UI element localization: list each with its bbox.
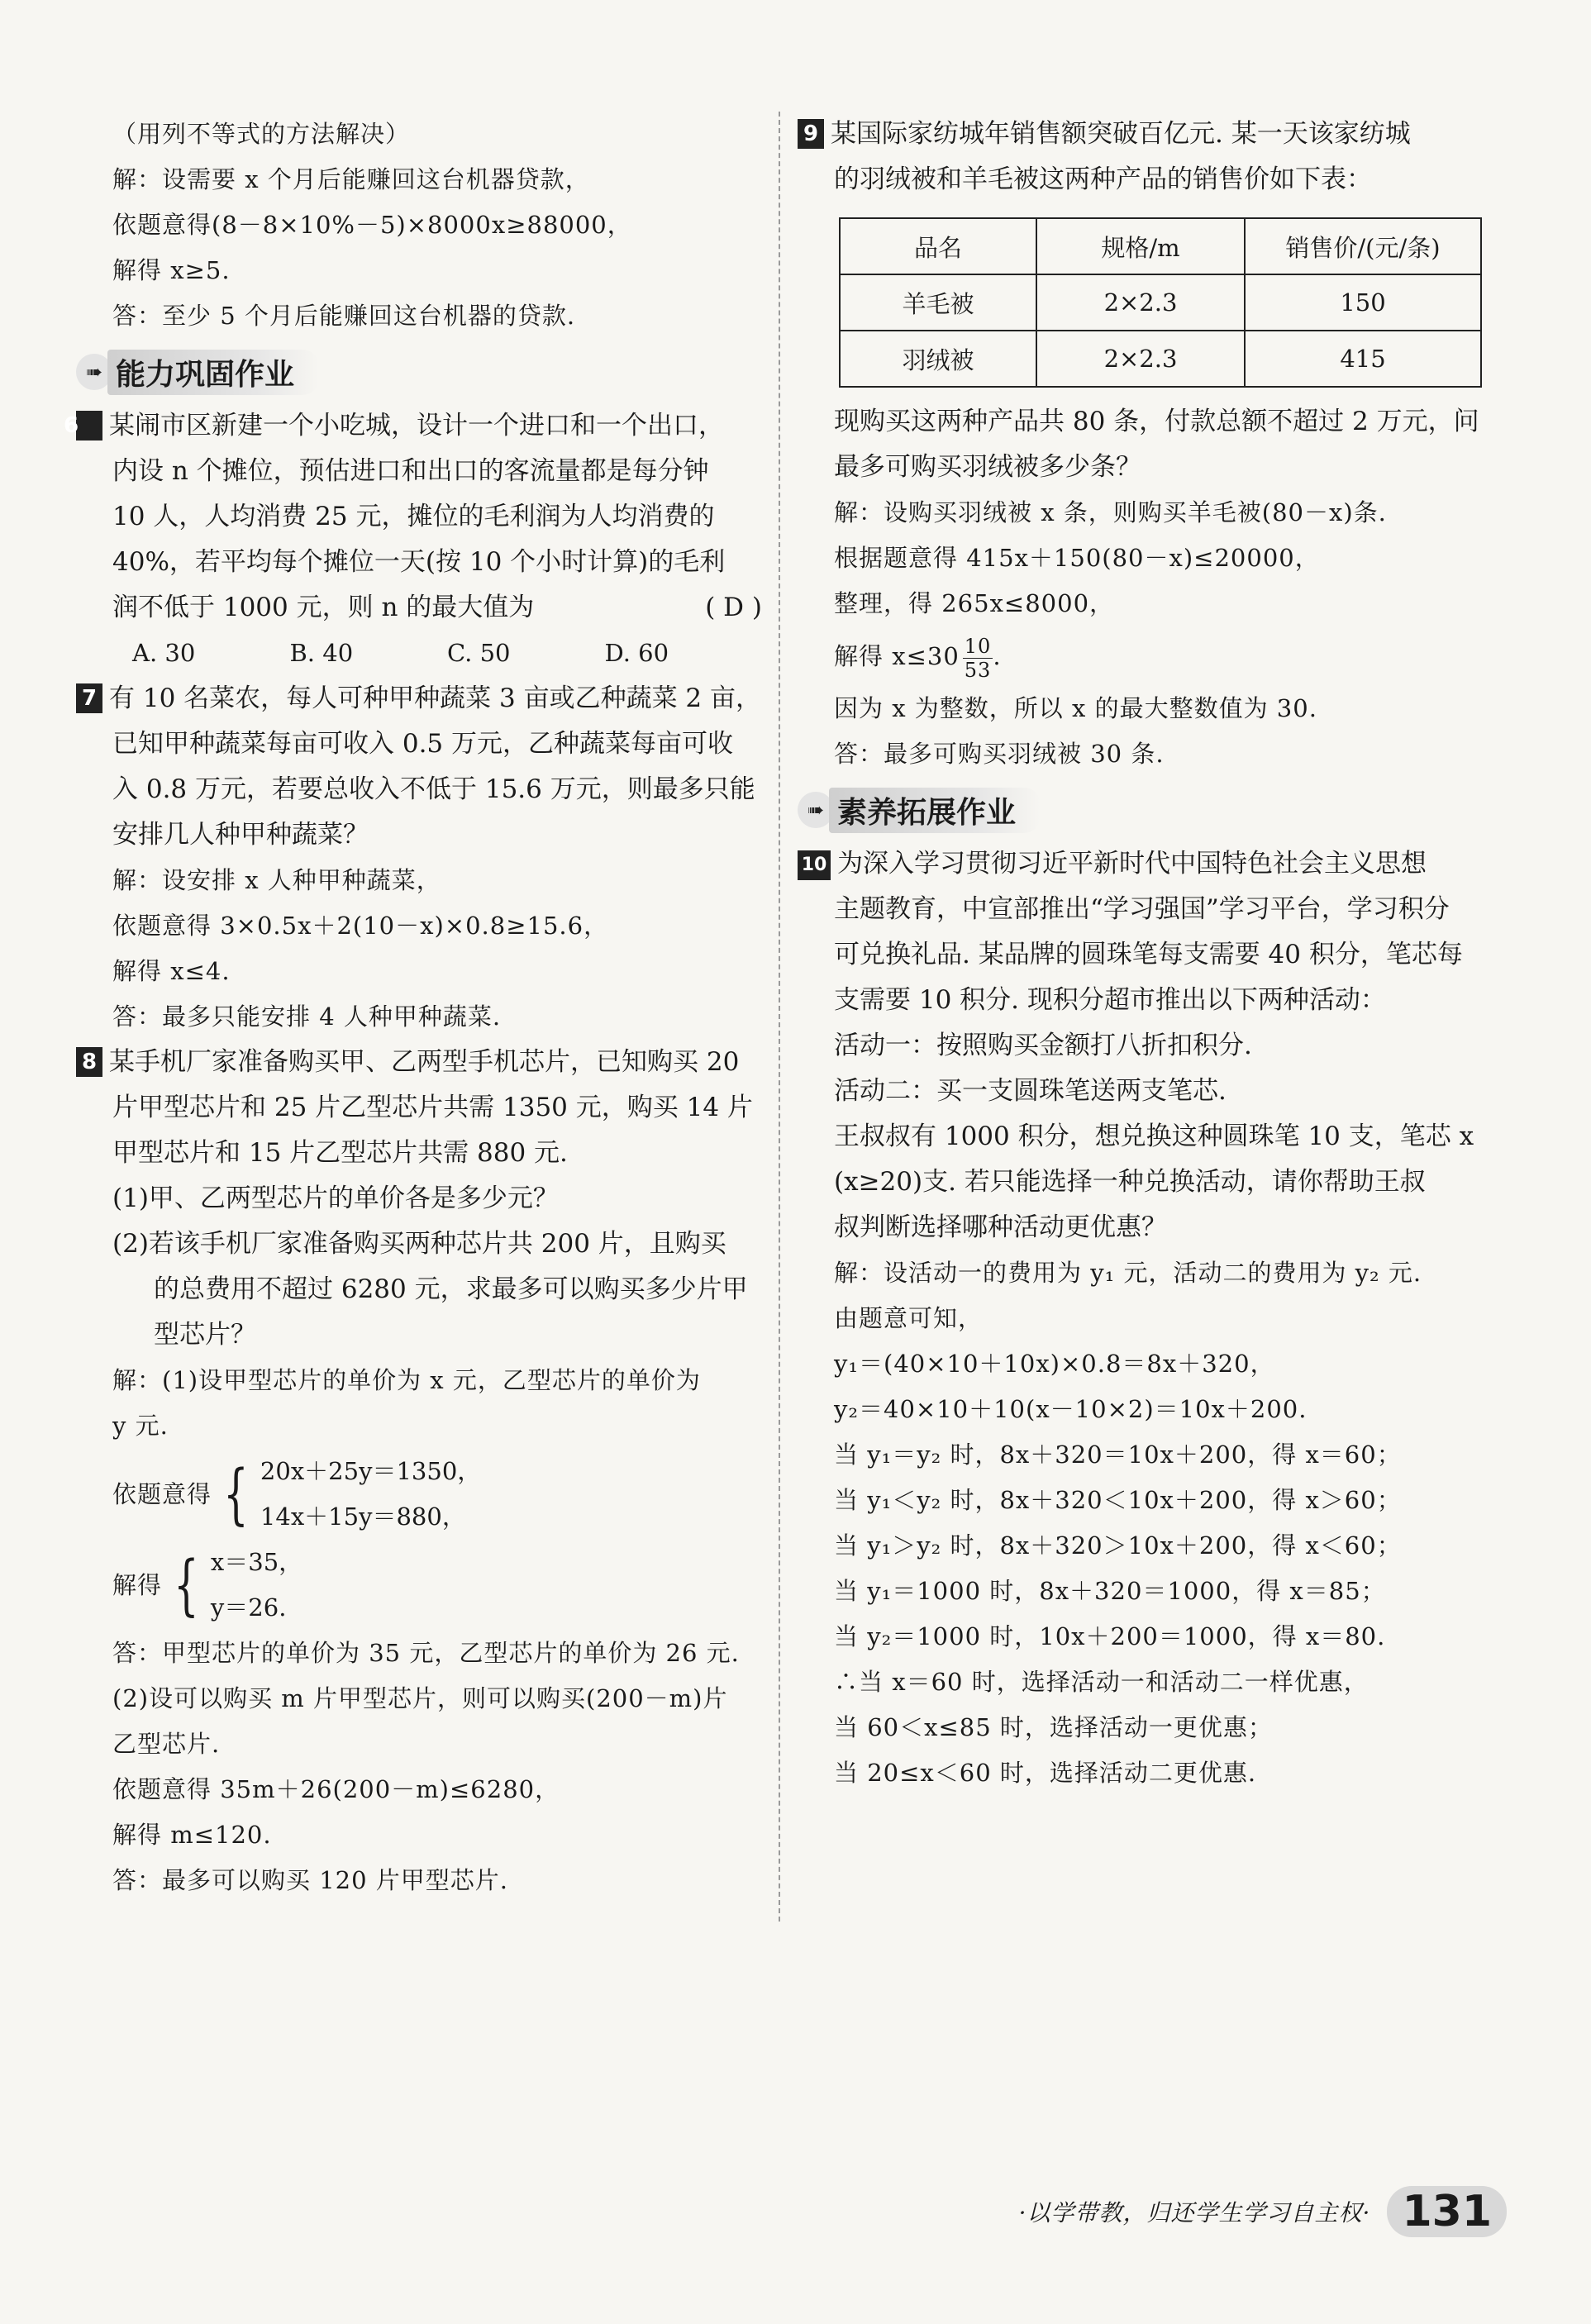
question-text: 活动一：按照购买金额打八折扣积分. — [834, 1031, 1252, 1060]
solution-line: 解得 m≤120. — [112, 1821, 272, 1849]
question-text: 现购买这两种产品共 80 条，付款总额不超过 2 万元，问 — [834, 407, 1479, 436]
equation: 14x＋15y＝880， — [260, 1503, 466, 1531]
text-line: 答：至少 5 个月后能赚回这台机器的贷款. — [112, 302, 576, 330]
right-column — [798, 112, 1500, 1796]
solution-line: 答：甲型芯片的单价为 35 元，乙型芯片的单价为 26 元. — [112, 1639, 740, 1667]
solution-line: 根据题意得 415x＋150(80－x)≤20000， — [834, 544, 1320, 572]
solution-line: 乙型芯片. — [112, 1730, 221, 1758]
text-line: 解得 x≥5. — [112, 256, 231, 284]
section-heading-ability — [76, 345, 762, 398]
question-text: 甲型芯片和 15 片乙型芯片共需 880 元. — [112, 1138, 568, 1168]
question-text: 某国际家纺城年销售额突破百亿元. 某一天该家纺城 — [831, 119, 1411, 149]
equation-system-1 — [76, 1449, 762, 1540]
text-line: 解：设需要 x 个月后能赚回这台机器贷款， — [112, 165, 590, 193]
page-number: 131 — [1387, 2186, 1507, 2237]
equation: x＝35， — [210, 1548, 303, 1576]
question-7 — [76, 676, 762, 1040]
solution-line: 解得 x≤30 $\frac{10}{53}$ . — [834, 634, 1002, 682]
question-number: 9 — [798, 119, 824, 149]
question-text: 某手机厂家准备购买甲、乙两型手机芯片，已知购买 20 — [109, 1047, 740, 1077]
solution-line: 因为 x 为整数，所以 x 的最大整数值为 30. — [834, 694, 1317, 722]
solution-line: 依题意得 3×0.5x＋2(10－x)×0.8≥15.6， — [112, 912, 609, 940]
question-text: 的羽绒被和羊毛被这两种产品的销售价如下表： — [834, 164, 1372, 194]
equation: 20x＋25y＝1350， — [260, 1457, 482, 1485]
text-line: （用列不等式的方法解决） — [112, 120, 411, 148]
question-text: 内设 n 个摊位，预估进口和出口的客流量都是每分钟 — [112, 456, 709, 486]
solution-line: 依题意得 35m＋26(200－m)≤6280， — [112, 1775, 560, 1803]
brace-icon: { — [174, 1546, 199, 1623]
question-text: 40%，若平均每个摊位一天(按 10 个小时计算)的毛利 — [112, 547, 726, 577]
solution-line: (2)设可以购买 m 片甲型芯片，则可以购买(200－m)片 — [112, 1684, 728, 1712]
solution-line: 当 y₂＝1000 时，10x＋200＝1000，得 x＝80. — [834, 1622, 1386, 1650]
solution-line: 答：最多可购买羽绒被 30 条. — [834, 740, 1165, 768]
question-text: 润不低于 1000 元，则 n 的最大值为 ( D ) — [76, 585, 762, 631]
solution-line: 当 20≤x＜60 时，选择活动二更优惠. — [834, 1759, 1257, 1787]
question-text: 已知甲种蔬菜每亩可收入 0.5 万元，乙种蔬菜每亩可收 — [112, 729, 734, 759]
option-d: D. 60 — [604, 639, 669, 667]
solution-line: 当 60＜x≤85 时，选择活动一更优惠； — [834, 1713, 1273, 1741]
question-text: 主题教育，中宣部推出“学习强国”学习平台，学习积分 — [834, 894, 1450, 924]
question-text: 某闹市区新建一个小吃城，设计一个进口和一个出口， — [109, 411, 724, 441]
section-heading-literacy — [798, 783, 1500, 836]
solution-line: 解：(1)设甲型芯片的单价为 x 元，乙型芯片的单价为 — [112, 1366, 701, 1394]
question-text: (x≥20)支. 若只能选择一种兑换活动，请你帮助王叔 — [834, 1167, 1426, 1197]
question-text: 片甲型芯片和 25 片乙型芯片共需 1350 元，购买 14 片 — [112, 1093, 753, 1122]
option-c: C. 50 — [447, 639, 511, 667]
question-text: 叔判断选择哪种活动更优惠？ — [834, 1212, 1167, 1242]
solution-line: 当 y₁＜y₂ 时，8x＋320＜10x＋200，得 x＞60； — [834, 1486, 1402, 1514]
question-6 — [63, 403, 762, 676]
system-label: 依题意得 — [112, 1479, 212, 1508]
option-b: B. 40 — [289, 639, 354, 667]
arrow-icon: ➠ — [76, 354, 112, 390]
solution-line: 当 y₁＝1000 时，8x＋320＝1000，得 x＝85； — [834, 1577, 1386, 1605]
table-header-row — [840, 218, 1481, 274]
text-line: 依题意得(8－8×10%－5)×8000x≥88000， — [112, 211, 632, 239]
solution-line: 答：最多可以购买 120 片甲型芯片. — [112, 1866, 509, 1894]
question-text: 可兑换礼品. 某品牌的圆珠笔每支需要 40 积分，笔芯每 — [834, 940, 1463, 969]
price-table — [839, 217, 1482, 388]
solution-line: y₂＝40×10＋10(x－10×2)＝10x＋200. — [834, 1395, 1308, 1423]
table-header: 销售价/(元/条) — [1245, 218, 1481, 274]
question-text: 最多可购买羽绒被多少条？ — [834, 452, 1141, 482]
question-number: 10 — [798, 850, 831, 880]
question-number: 8 — [76, 1047, 102, 1077]
arrow-icon: ➠ — [798, 792, 834, 828]
question-part-2: 型芯片？ — [154, 1320, 256, 1350]
table-cell: 2×2.3 — [1036, 331, 1245, 387]
question-part-1: (1)甲、乙两型芯片的单价各是多少元？ — [112, 1183, 559, 1213]
solution-line: 由题意可知， — [834, 1304, 984, 1332]
left-column — [63, 112, 762, 1903]
solution-line: 解：设安排 x 人种甲种蔬菜， — [112, 866, 441, 894]
solution-line: y₁＝(40×10＋10x)×0.8＝8x＋320， — [834, 1350, 1275, 1378]
column-divider — [779, 112, 780, 1922]
table-header: 品名 — [840, 218, 1036, 274]
solution-line: y 元. — [112, 1412, 169, 1440]
solution-line: 解：设活动一的费用为 y₁ 元，活动二的费用为 y₂ 元. — [834, 1259, 1422, 1287]
table-cell: 羊毛被 — [840, 274, 1036, 331]
solution-line: 整理，得 265x≤8000， — [834, 589, 1115, 617]
question-part-2: (2)若该手机厂家准备购买两种芯片共 200 片，且购买 — [112, 1229, 726, 1259]
fraction: $\frac{10}{53}$ — [964, 634, 992, 682]
page-footer — [1019, 2186, 1507, 2237]
question-number: 6 — [76, 411, 102, 441]
solution-line: 答：最多只能安排 4 人种甲种蔬菜. — [112, 1002, 502, 1031]
solution-line: 解得 x≤4. — [112, 957, 231, 985]
system-label: 解得 — [112, 1570, 163, 1599]
question-text: 王叔叔有 1000 积分，想兑换这种圆珠笔 10 支，笔芯 x — [834, 1122, 1474, 1151]
question-number: 7 — [76, 683, 102, 713]
options-row — [76, 631, 762, 676]
solution-line: ∴当 x＝60 时，选择活动一和活动二一样优惠， — [834, 1668, 1369, 1696]
section-title: 能力巩固作业 — [107, 350, 319, 395]
question-text: 10 人，人均消费 25 元，摊位的毛利润为人均消费的 — [112, 502, 715, 531]
table-cell: 羽绒被 — [840, 331, 1036, 387]
solution-line: 当 y₁＞y₂ 时，8x＋320＞10x＋200，得 x＜60； — [834, 1531, 1402, 1560]
brace-icon: { — [223, 1455, 249, 1532]
equation-system-2 — [76, 1540, 762, 1631]
question-part-2: 的总费用不超过 6280 元，求最多可以购买多少片甲 — [154, 1274, 748, 1304]
footer-motto: ·以学带教，归还学生学习自主权· — [1018, 2199, 1371, 2226]
table-header: 规格/m — [1036, 218, 1245, 274]
solution-line: 解：设购买羽绒被 x 条，则购买羊毛被(80－x)条. — [834, 498, 1387, 526]
q5-solution-tail — [76, 112, 762, 339]
option-a: A. 30 — [132, 639, 196, 667]
table-cell: 2×2.3 — [1036, 274, 1245, 331]
question-text: 活动二：买一支圆珠笔送两支笔芯. — [834, 1076, 1227, 1106]
answer-choice: ( D ) — [705, 593, 762, 622]
table-cell: 415 — [1245, 331, 1481, 387]
solution-line: 当 y₁＝y₂ 时，8x＋320＝10x＋200，得 x＝60； — [834, 1441, 1402, 1469]
table-row — [840, 274, 1481, 331]
table-cell: 150 — [1245, 274, 1481, 331]
question-text: 入 0.8 万元，若要总收入不低于 15.6 万元，则最多只能 — [112, 774, 755, 804]
question-10 — [798, 841, 1500, 1796]
question-text: 为深入学习贯彻习近平新时代中国特色社会主义思想 — [837, 849, 1427, 879]
equation: y＝26. — [210, 1593, 287, 1622]
question-8 — [76, 1040, 762, 1903]
question-text: 安排几人种甲种蔬菜？ — [112, 820, 369, 850]
question-text: 有 10 名菜农，每人可种甲种蔬菜 3 亩或乙种蔬菜 2 亩， — [109, 683, 762, 713]
section-title: 素养拓展作业 — [829, 788, 1041, 833]
question-9 — [798, 112, 1500, 777]
question-text: 支需要 10 积分. 现积分超市推出以下两种活动： — [834, 985, 1386, 1015]
table-row — [840, 331, 1481, 387]
